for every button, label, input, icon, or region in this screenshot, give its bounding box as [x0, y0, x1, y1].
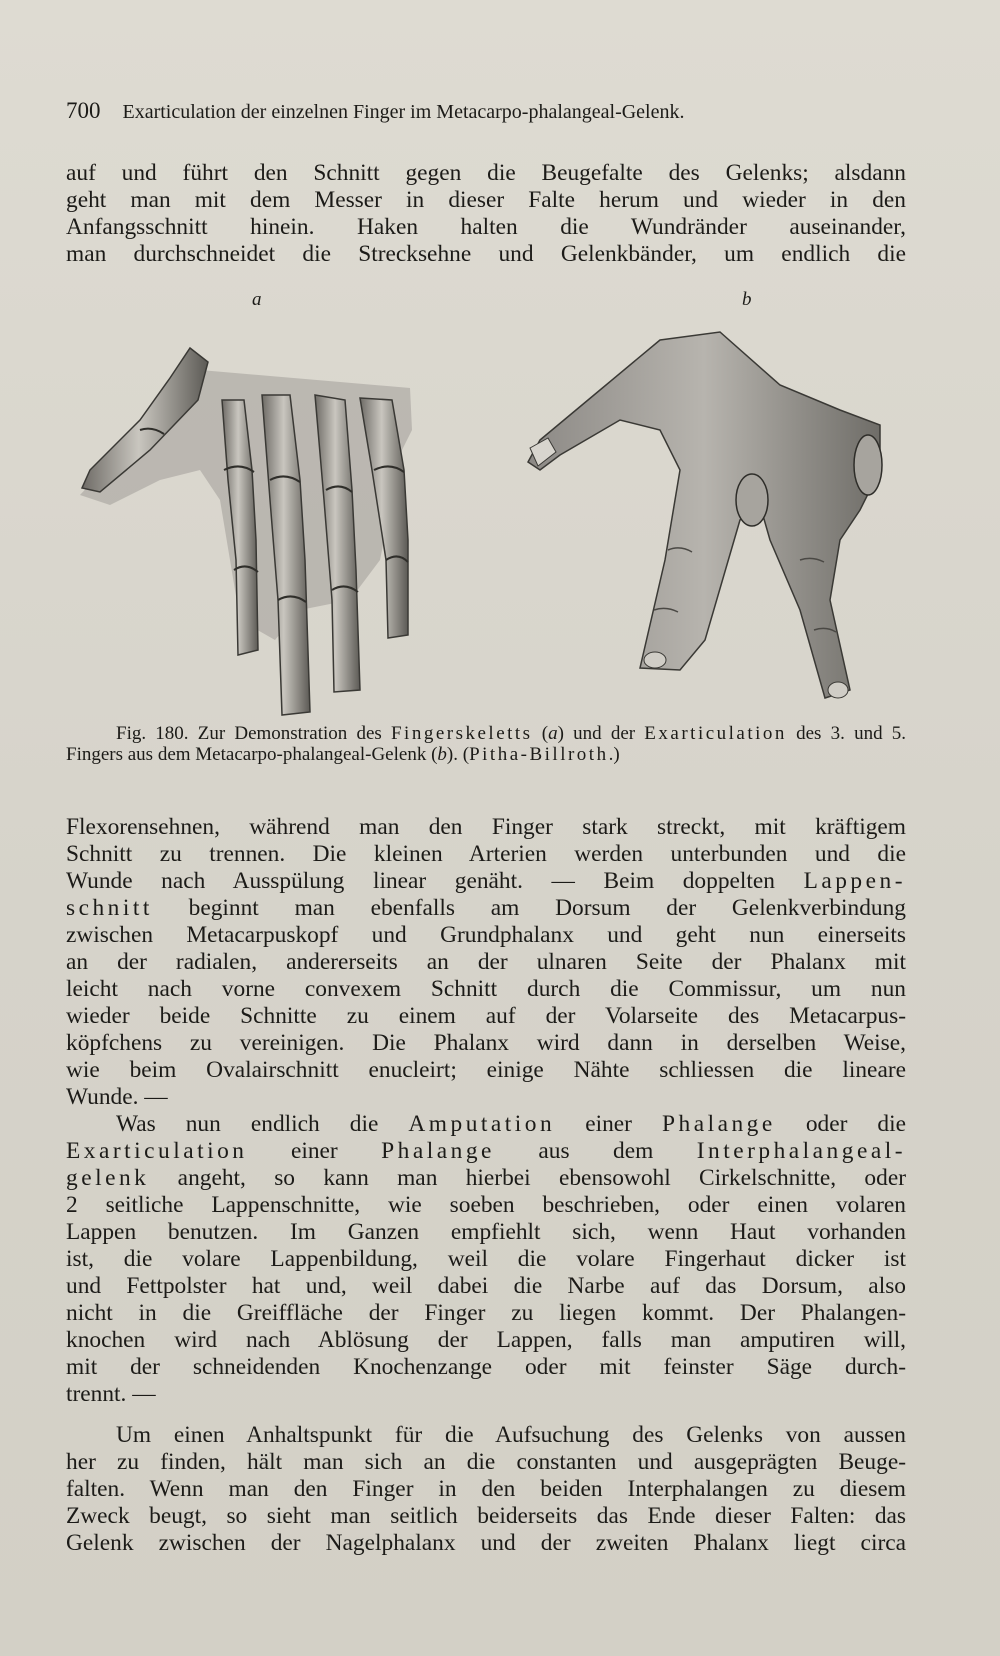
nail-index-b: [644, 652, 666, 668]
para2-line-5: zwischen Metacarpuskopf und Grundphalanx und geht nun einerseits: [66, 922, 906, 948]
figure-label-b: b: [742, 289, 752, 310]
para2-line-2: Schnitt zu trennen. Die kleinen Arterien werden unterbunden und die: [66, 841, 906, 867]
para2-line-11: Wunde. —: [66, 1084, 168, 1110]
para2-line-3: Wunde nach Ausspülung linear genäht. — Beim doppelten Lappen-: [66, 868, 906, 894]
hand-illustration: [0, 0, 1000, 730]
figure-caption: Fig. 180. Zur Demonstration des Fingerskeletts (a) und der Exarticulation des 3. und 5. Fingers aus dem Metacarpo-phalangeal-Gelenk (b). (Pitha-Billroth.): [66, 723, 907, 765]
para3-line-10: mit der schneidenden Knochenzange oder mit feinster Säge durch-: [66, 1354, 906, 1380]
para1-line-1: auf und führt den Schnitt gegen die Beugefalte des Gelenks; alsdann: [66, 160, 906, 186]
para3-line-7: und Fettpolster hat und, weil dabei die Narbe auf das Dorsum, also: [66, 1273, 906, 1299]
para4-line-5: Gelenk zwischen der Nagelphalanx und der zweiten Phalanx liegt circa: [66, 1530, 906, 1556]
para3-line-4: 2 seitliche Lappenschnitte, wie soeben beschrieben, oder einen volaren: [66, 1192, 906, 1218]
running-title: Exarticulation der einzelnen Finger im Metacarpo-phalangeal-Gelenk.: [122, 101, 685, 123]
para3-line-1: Was nun endlich die Amputation einer Phalange oder die: [116, 1111, 907, 1137]
para1-line-3: Anfangsschnitt hinein. Haken halten die Wundränder auseinander,: [66, 214, 906, 240]
para3-line-3: gelenk angeht, so kann man hierbei ebensowohl Cirkelschnitte, oder: [66, 1165, 906, 1191]
para4-line-4: Zweck beugt, so sieht man seitlich beiderseits das Ende dieser Falten: das: [66, 1503, 906, 1529]
para4-line-2: her zu finden, hält man sich an die constanten und ausgeprägten Beuge-: [66, 1449, 906, 1475]
para3-line-8: nicht in die Greiffläche der Finger zu liegen kommt. Der Phalangen-: [66, 1300, 906, 1326]
para4-line-1: Um einen Anhaltspunkt für die Aufsuchung des Gelenks von aussen: [116, 1422, 906, 1448]
skeleton-hand-a: [80, 348, 412, 715]
exarticulated-joint-3: [736, 474, 768, 526]
para2-line-7: leicht nach vorne convexem Schnitt durch die Commissur, um nun: [66, 976, 906, 1002]
para3-line-6: ist, die volare Lappenbildung, weil die volare Fingerhaut dicker ist: [66, 1246, 906, 1272]
para3-line-2: Exarticulation einer Phalange aus dem Interphalangeal-: [66, 1138, 906, 1164]
para1-line-4: man durchschneidet die Strecksehne und Gelenkbänder, um endlich die: [66, 241, 906, 267]
para2-line-6: an der radialen, andererseits an der ulnaren Seite der Phalanx mit: [66, 949, 906, 975]
para3-line-9: knochen wird nach Ablösung der Lappen, falls man amputiren will,: [66, 1327, 906, 1353]
page-number: 700: [66, 98, 101, 123]
para2-line-4: schnitt beginnt man ebenfalls am Dorsum der Gelenkverbindung: [66, 895, 906, 921]
para2-line-10: wie beim Ovalairschnitt enucleirt; einige Nähte schliessen die lineare: [66, 1057, 906, 1083]
amputated-hand-b: [528, 332, 882, 698]
para3-line-11: trennt. —: [66, 1381, 156, 1407]
para1-line-2: geht man mit dem Messer in dieser Falte herum und wieder in den: [66, 187, 906, 213]
para3-line-5: Lappen benutzen. Im Ganzen empfiehlt sich, wenn Haut vorhanden: [66, 1219, 906, 1245]
para2-line-8: wieder beide Schnitte zu einem auf der Volarseite des Metacarpus-: [66, 1003, 906, 1029]
nail-ring-b: [828, 682, 848, 698]
figure-label-a: a: [252, 289, 262, 310]
hand-b-palm: [528, 332, 880, 698]
exarticulated-joint-5: [854, 435, 882, 495]
para2-line-9: köpfchens zu vereinigen. Die Phalanx wird dann in derselben Weise,: [66, 1030, 906, 1056]
para4-line-3: falten. Wenn man den Finger in den beiden Interphalangen zu diesem: [66, 1476, 906, 1502]
para2-line-1: Flexorensehnen, während man den Finger stark streckt, mit kräftigem: [66, 814, 906, 840]
